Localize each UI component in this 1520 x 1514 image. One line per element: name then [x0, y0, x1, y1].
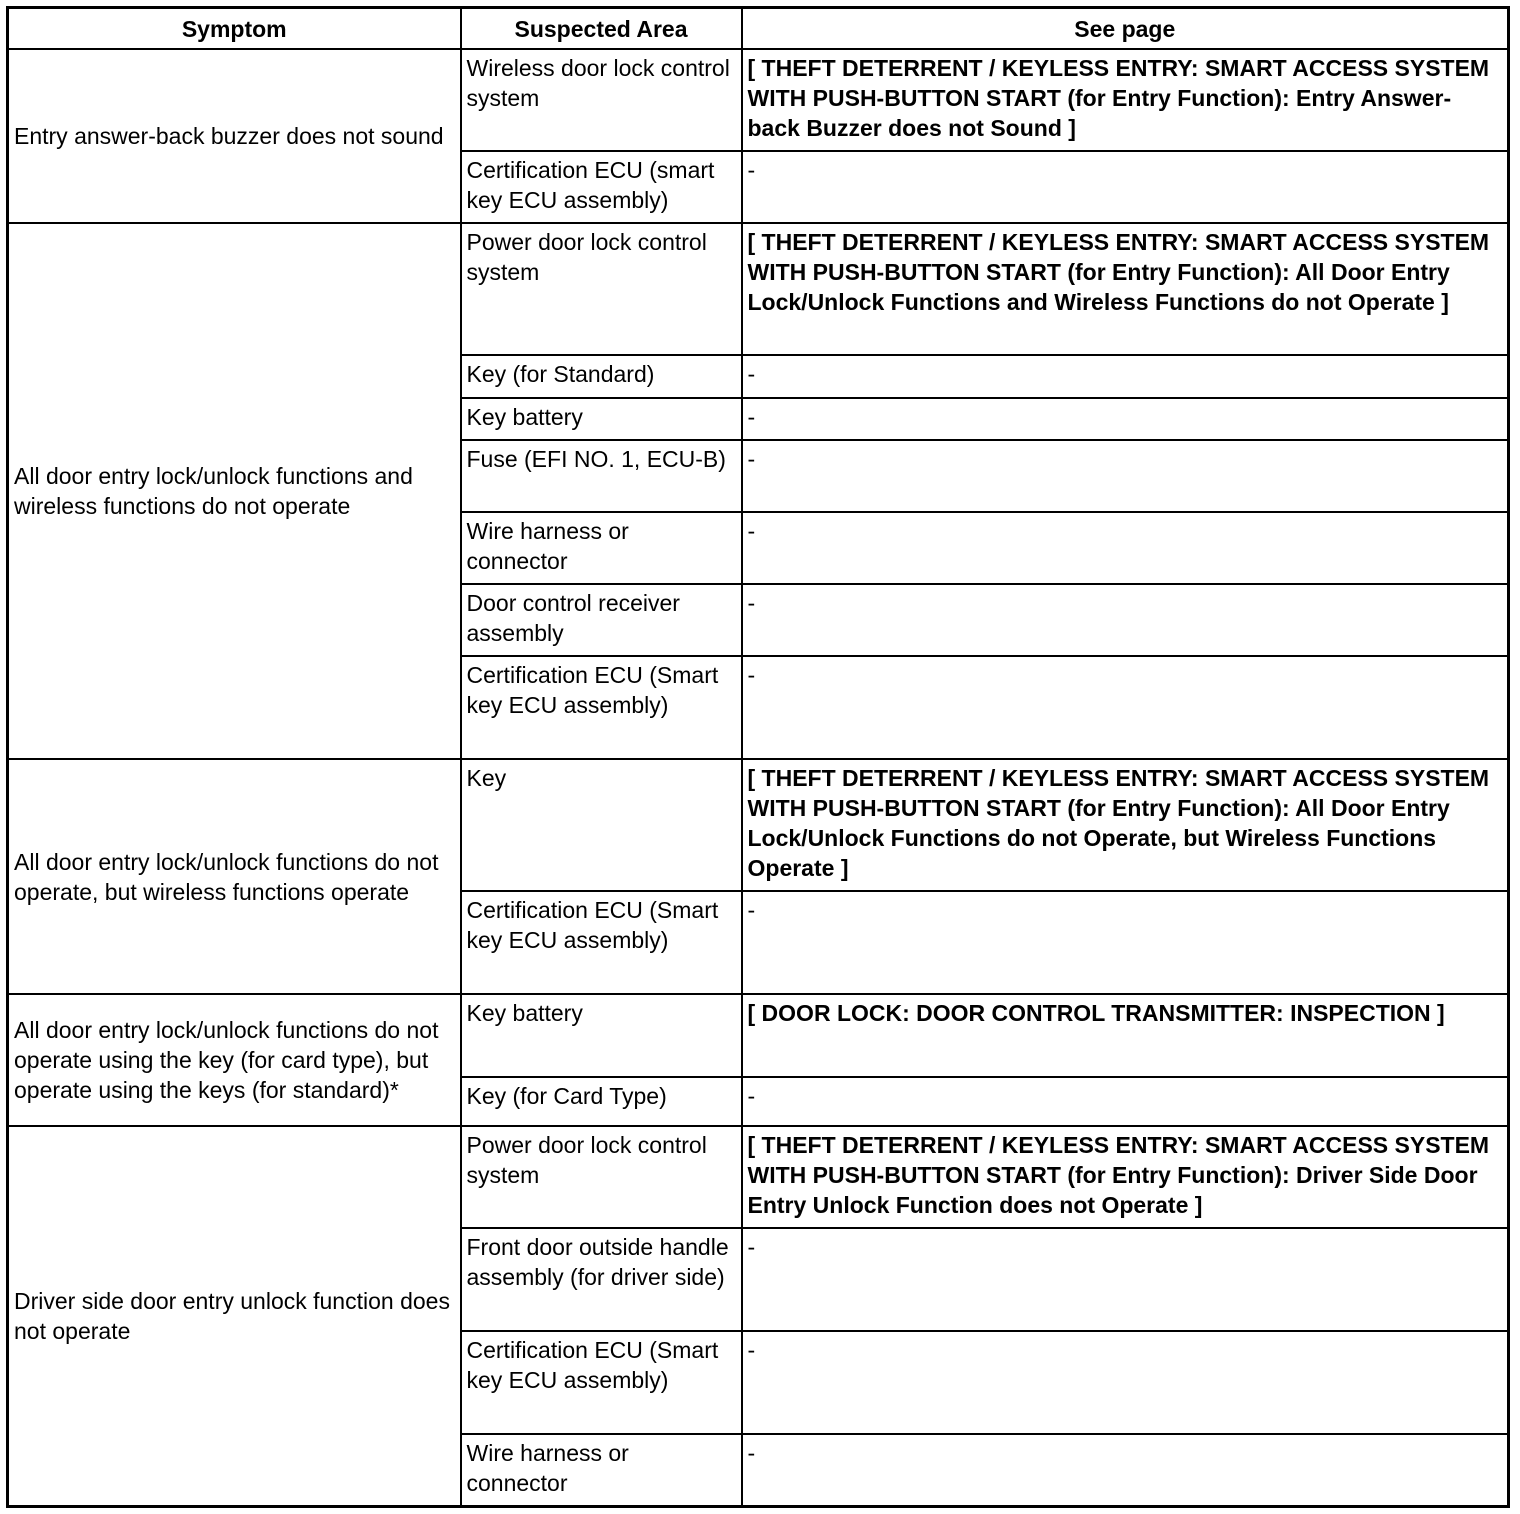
suspected-area-cell: Certification ECU (Smart key ECU assembly) [461, 891, 742, 994]
see-page-cell: - [742, 440, 1509, 512]
suspected-area-cell: Power door lock control system [461, 1126, 742, 1228]
see-page-cell: [ THEFT DETERRENT / KEYLESS ENTRY: SMART ACCESS SYSTEM WITH PUSH-BUTTON START (for Entry Function): Driver Side Door Entry Unlock Function does not Operate ] [742, 1126, 1509, 1228]
suspected-area-cell: Power door lock control system [461, 223, 742, 355]
suspected-area-cell: Wire harness or connector [461, 1434, 742, 1506]
table-row [8, 49, 1509, 151]
see-page-cell: - [742, 1331, 1509, 1434]
see-page-cell: - [742, 584, 1509, 656]
suspected-area-cell: Key (for Standard) [461, 355, 742, 398]
see-page-cell: - [742, 1228, 1509, 1331]
suspected-area-cell: Key battery [461, 398, 742, 440]
header-see-page: See page [742, 8, 1509, 50]
suspected-area-cell: Front door outside handle assembly (for driver side) [461, 1228, 742, 1331]
suspected-area-cell: Door control receiver assembly [461, 584, 742, 656]
symptom-cell: Entry answer-back buzzer does not sound [8, 49, 461, 223]
suspected-area-cell: Wire harness or connector [461, 512, 742, 584]
see-page-cell: - [742, 355, 1509, 398]
table-row [8, 994, 1509, 1077]
table-row [8, 1126, 1509, 1228]
see-page-cell: [ THEFT DETERRENT / KEYLESS ENTRY: SMART ACCESS SYSTEM WITH PUSH-BUTTON START (for Entry Function): Entry Answer-back Buzzer does not Sound ] [742, 49, 1509, 151]
header-suspected-area: Suspected Area [461, 8, 742, 50]
symptom-cell: All door entry lock/unlock functions do not operate, but wireless functions operate [8, 759, 461, 994]
suspected-area-cell: Certification ECU (Smart key ECU assembly) [461, 656, 742, 759]
see-page-cell: - [742, 512, 1509, 584]
suspected-area-cell: Key (for Card Type) [461, 1077, 742, 1126]
header-row [8, 8, 1509, 50]
suspected-area-cell: Fuse (EFI NO. 1, ECU-B) [461, 440, 742, 512]
table-row [8, 223, 1509, 355]
see-page-cell: - [742, 151, 1509, 223]
see-page-cell: - [742, 891, 1509, 994]
see-page-cell: - [742, 398, 1509, 440]
suspected-area-cell: Key battery [461, 994, 742, 1077]
symptom-cell: Driver side door entry unlock function does not operate [8, 1126, 461, 1506]
suspected-area-cell: Certification ECU (smart key ECU assembly) [461, 151, 742, 223]
header-symptom: Symptom [8, 8, 461, 50]
see-page-cell: - [742, 656, 1509, 759]
troubleshooting-table [6, 6, 1510, 1508]
see-page-cell: - [742, 1434, 1509, 1506]
see-page-cell: - [742, 1077, 1509, 1126]
suspected-area-cell: Key [461, 759, 742, 891]
symptom-cell: All door entry lock/unlock functions and wireless functions do not operate [8, 223, 461, 759]
table-row [8, 759, 1509, 891]
suspected-area-cell: Certification ECU (Smart key ECU assembly) [461, 1331, 742, 1434]
see-page-cell: [ THEFT DETERRENT / KEYLESS ENTRY: SMART ACCESS SYSTEM WITH PUSH-BUTTON START (for Entry Function): All Door Entry Lock/Unlock Functions and Wireless Functions do not Operate ] [742, 223, 1509, 355]
see-page-cell: [ DOOR LOCK: DOOR CONTROL TRANSMITTER: INSPECTION ] [742, 994, 1509, 1077]
see-page-cell: [ THEFT DETERRENT / KEYLESS ENTRY: SMART ACCESS SYSTEM WITH PUSH-BUTTON START (for Entry Function): All Door Entry Lock/Unlock Functions do not Operate, but Wireless Functions Operate ] [742, 759, 1509, 891]
suspected-area-cell: Wireless door lock control system [461, 49, 742, 151]
symptom-cell: All door entry lock/unlock functions do not operate using the key (for card type), but operate using the keys (for standard)* [8, 994, 461, 1126]
